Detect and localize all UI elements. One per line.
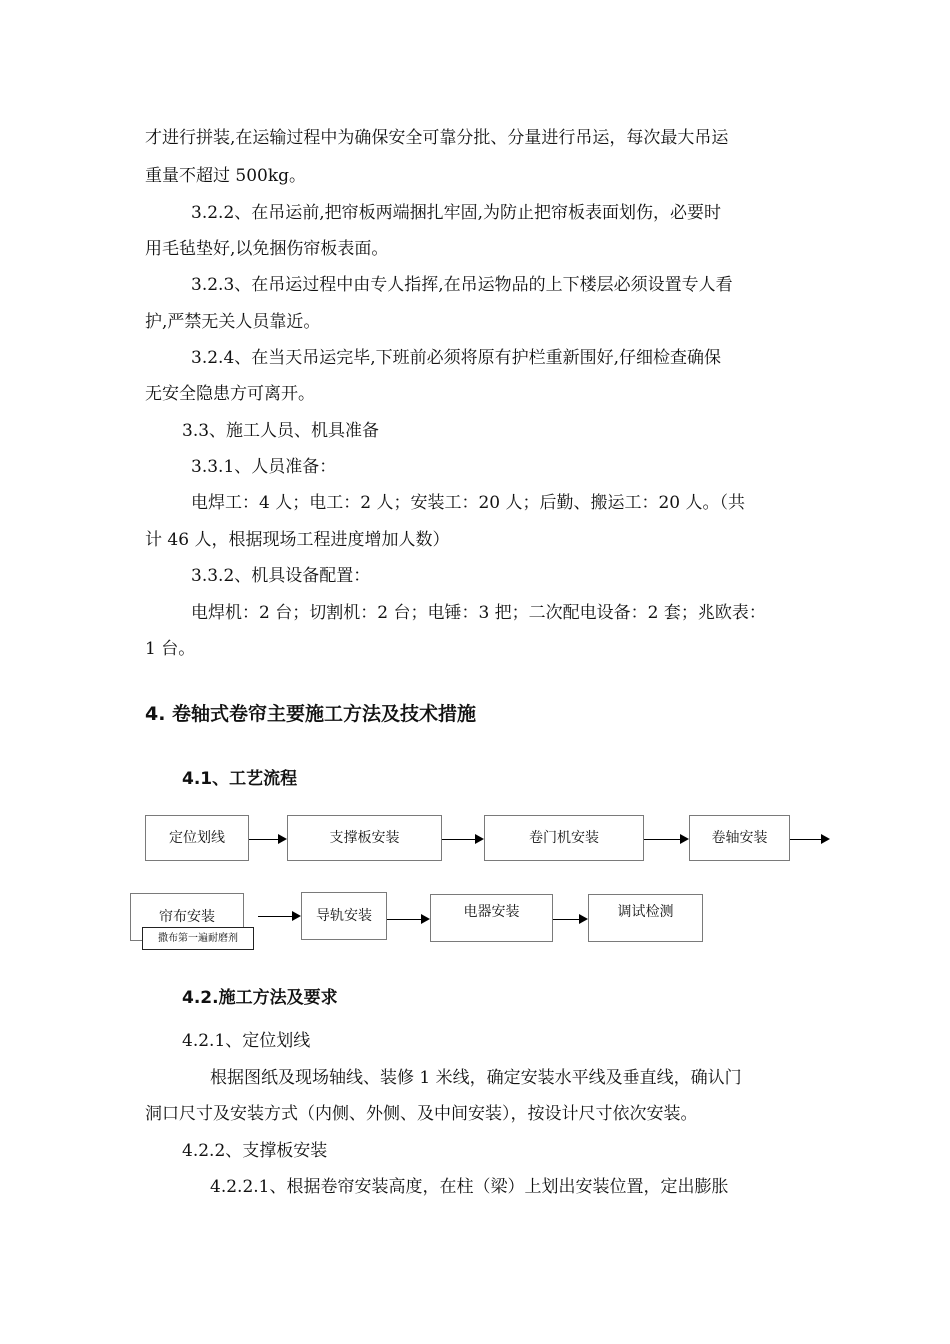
flow-arrow: [644, 839, 687, 840]
flow-arrow: [790, 839, 828, 840]
section-heading: 3.3、施工人员、机具准备: [182, 421, 380, 441]
paragraph-line: 无安全隐患方可离开。: [145, 384, 315, 404]
flow-arrow: [553, 919, 586, 920]
paragraph-line: 3.2.3、在吊运过程中由专人指挥,在吊运物品的上下楼层必须设置专人看: [191, 275, 733, 295]
subsection-title: 4.1、工艺流程: [182, 769, 298, 789]
flow-step-label: 电器安装: [463, 904, 520, 920]
flow-arrow: [442, 839, 482, 840]
paragraph-line: 才进行拼装,在运输过程中为确保安全可靠分批、分量进行吊运，每次最大吊运: [145, 128, 729, 148]
paragraph-line: 4.2.2.1、根据卷帘安装高度，在柱（梁）上划出安装位置，定出膨胀: [210, 1177, 729, 1197]
section-title: 4. 卷轴式卷帘主要施工方法及技术措施: [145, 703, 477, 725]
flow-step-label: 卷轴安装: [711, 830, 768, 846]
flow-step-label: 定位划线: [169, 830, 225, 846]
paragraph-line: 3.2.2、在吊运前,把帘板两端捆扎牢固,为防止把帘板表面划伤，必要时: [191, 203, 722, 223]
paragraph-line: 护,严禁无关人员靠近。: [145, 312, 321, 332]
paragraph-line: 电焊机：2 台；切割机：2 台；电锤：3 把；二次配电设备：2 套；兆欧表：: [191, 603, 766, 623]
subsection-heading: 4.2.1、定位划线: [182, 1031, 311, 1051]
flow-step-box: [145, 815, 249, 861]
subsection-heading: 4.2.2、支撑板安装: [182, 1141, 328, 1161]
paragraph-line: 洞口尺寸及安装方式（内侧、外侧、及中间安装），按设计尺寸依次安装。: [145, 1104, 698, 1124]
flow-note-label: 撒布第一遍耐磨剂: [158, 933, 238, 944]
subsection-title: 4.2.施工方法及要求: [182, 988, 338, 1008]
flow-arrow: [258, 916, 299, 917]
flow-step-box: [588, 894, 703, 942]
paragraph-line: 电焊工：4 人；电工：2 人；安装工：20 人；后勤、搬运工：20 人。（共: [191, 493, 746, 513]
flow-step-box: [430, 894, 553, 942]
paragraph-line: 重量不超过 500kg。: [145, 166, 307, 186]
paragraph-line: 用毛毡垫好,以免捆伤帘板表面。: [145, 239, 389, 259]
flow-step-box: [689, 815, 790, 861]
flow-note-box: [142, 927, 254, 950]
paragraph-line: 计 46 人，根据现场工程进度增加人数）: [145, 530, 450, 550]
flow-arrow: [249, 839, 285, 840]
paragraph-line: 3.2.4、在当天吊运完毕,下班前必须将原有护栏重新围好,仔细检查确保: [191, 348, 722, 368]
flow-step-label: 帘布安装: [159, 909, 215, 925]
paragraph-line: 1 台。: [145, 639, 196, 659]
flow-step-label: 支撑板安装: [329, 830, 400, 846]
subsection-heading: 3.3.1、人员准备：: [191, 457, 337, 477]
paragraph-line: 根据图纸及现场轴线、装修 1 米线，确定安装水平线及垂直线，确认门: [210, 1068, 742, 1088]
flow-step-box: [484, 815, 644, 861]
flow-step-label: 卷门机安装: [529, 830, 599, 846]
flow-step-box: [287, 815, 442, 861]
subsection-heading: 3.3.2、机具设备配置：: [191, 566, 371, 586]
flow-step-box: [301, 892, 387, 940]
flow-arrow: [387, 919, 428, 920]
flow-step-label: 导轨安装: [316, 908, 372, 924]
flow-step-label: 调试检测: [617, 904, 674, 920]
